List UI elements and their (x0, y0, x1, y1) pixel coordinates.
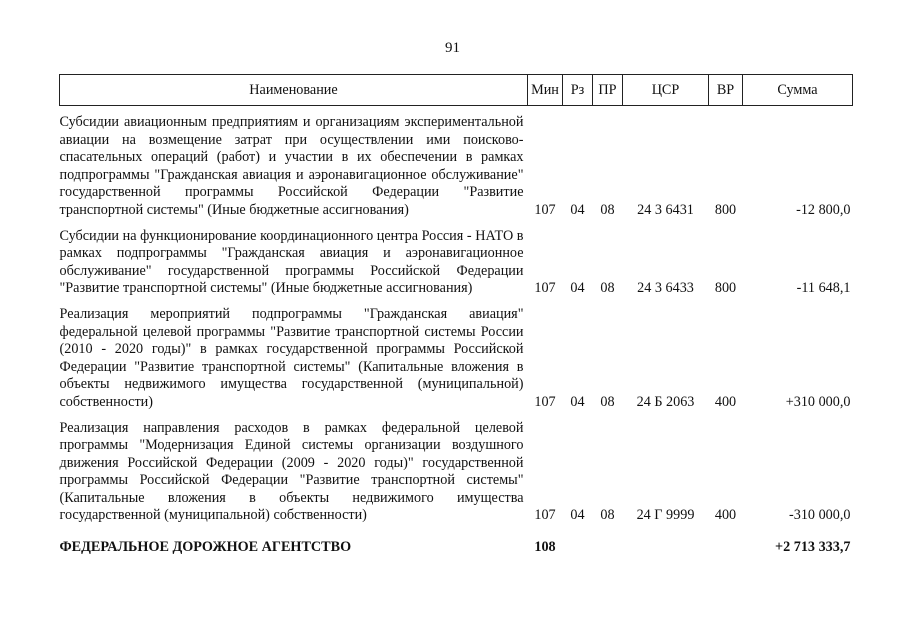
row-vr: 400 (714, 393, 737, 410)
row-pr: 08 (600, 393, 615, 410)
row-rz: 04 (570, 393, 585, 410)
row-name: Реализация направления расходов в рамках федеральной целевой программы "Модернизация Единой системы организации воздушного движения Российской Федерации (2009 - 2020 годы)" государственной программы Российской Федерации "Развитие транспортной системы" (Капитальные вложения в объекты недвижимого имущества государственной (муниципальной) собственности) (59, 419, 524, 524)
row-min: 107 (534, 201, 556, 218)
budget-table (59, 74, 853, 557)
row-csr: 24 Г 9999 (636, 507, 695, 524)
total-name: ФЕДЕРАЛЬНОЕ ДОРОЖНОЕ АГЕНТСТВО (59, 539, 352, 556)
table-header-row (60, 75, 853, 106)
header-rz: Рз (563, 75, 593, 106)
row-csr: 24 3 6431 (637, 201, 694, 218)
row-csr: 24 Б 2063 (636, 393, 695, 410)
row-csr: 24 3 6433 (637, 280, 694, 297)
row-rz: 04 (570, 201, 585, 218)
header-csr: ЦСР (623, 75, 709, 106)
header-min: Мин (528, 75, 563, 106)
row-pr: 08 (600, 201, 615, 218)
row-min: 107 (534, 393, 556, 410)
row-rz: 04 (570, 507, 585, 524)
row-rz: 04 (570, 280, 585, 297)
row-sum: +310 000,0 (785, 393, 851, 410)
total-min: 108 (534, 539, 556, 556)
table-row (60, 420, 853, 534)
row-sum: -12 800,0 (796, 201, 851, 218)
row-sum: -310 000,0 (789, 507, 851, 524)
row-pr: 08 (600, 280, 615, 297)
row-vr: 800 (714, 201, 737, 218)
row-min: 107 (534, 507, 556, 524)
page-number: 91 (445, 40, 460, 56)
row-name: Реализация мероприятий подпрограммы "Гражданская авиация" федеральной целевой программы "Развитие транспортной системы России (2010 - 2020 годы)" в рамках государственной программы Российской Федерации "Развитие транспортной системы" (Капитальные вложения в объекты недвижимого имущества государственной (муниципальной) собственности) (59, 305, 524, 410)
table-row (60, 306, 853, 420)
row-name: Субсидии на функционирование координационного центра Россия - НАТО в рамках подпрограммы "Гражданская авиация и аэронавигационное обслуживание" государственной программы Российской Федерации "Развитие транспортной системы" (Иные бюджетные ассигнования) (59, 227, 524, 297)
row-name: Субсидии авиационным предприятиям и организациям экспериментальной авиации на возмещение затрат при осуществлении ими поисково-спасательных операций (работ) и участии в их обеспечении в рамках подпрограммы "Гражданская авиация и аэронавигационное обслуживание" государственной программы Российской Федерации "Развитие транспортной системы" (Иные бюджетные ассигнования) (59, 114, 524, 218)
row-vr: 400 (714, 507, 737, 524)
row-min: 107 (534, 280, 556, 297)
header-name: Наименование (60, 75, 528, 106)
table-row (60, 228, 853, 306)
total-sum: +2 713 333,7 (775, 539, 851, 556)
header-pr: ПР (593, 75, 623, 106)
row-vr: 800 (714, 280, 737, 297)
header-vr: ВР (709, 75, 743, 106)
table-row (60, 106, 853, 228)
row-sum: -11 648,1 (796, 280, 851, 297)
row-pr: 08 (600, 507, 615, 524)
header-sum: Сумма (743, 75, 853, 106)
total-row (60, 533, 853, 557)
